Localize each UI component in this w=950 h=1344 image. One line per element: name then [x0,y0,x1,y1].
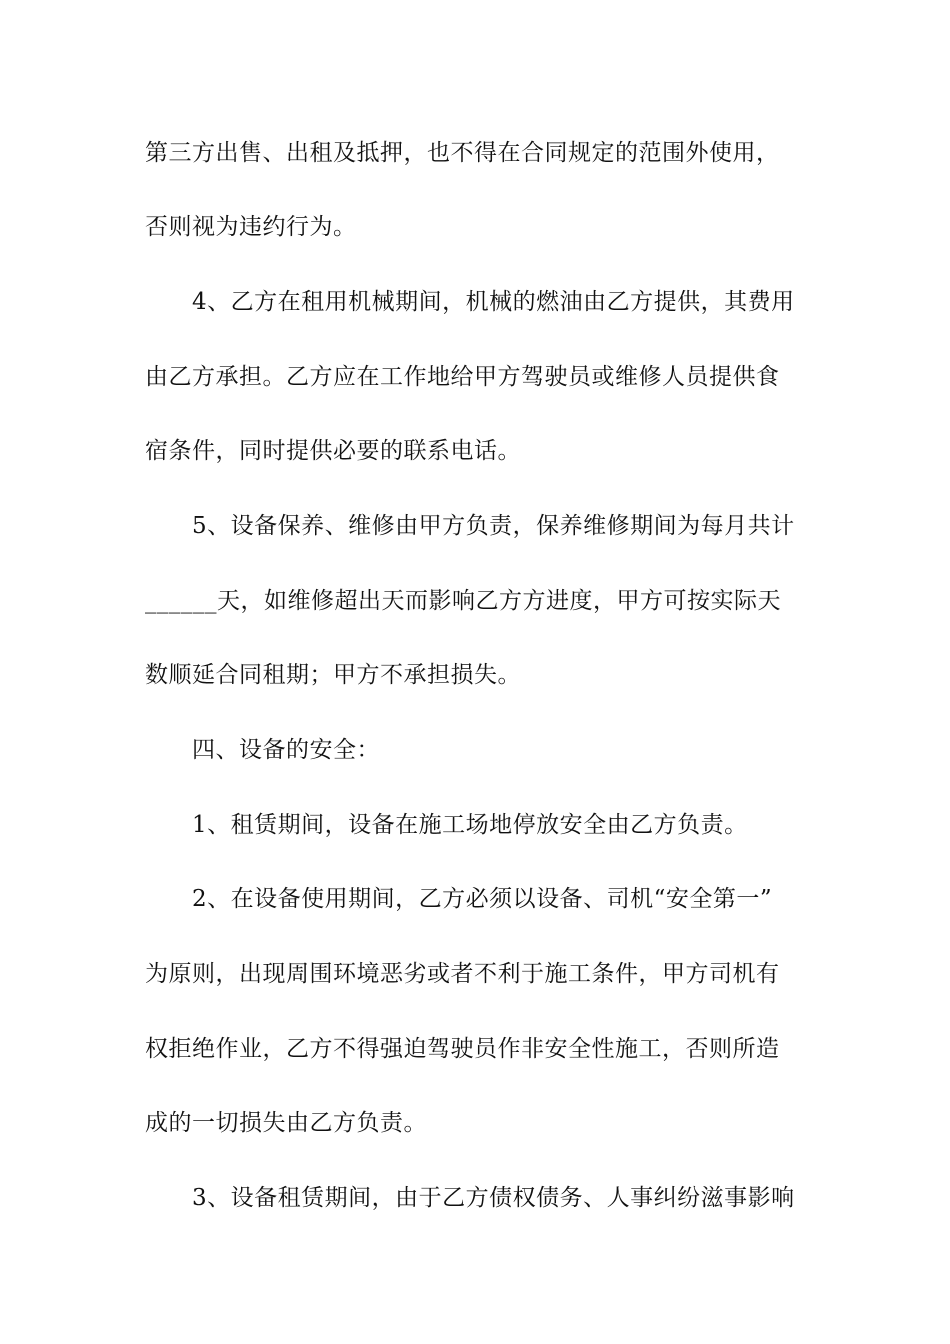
text-line: 数顺延合同租期；甲方不承担损失。 [145,662,521,688]
text-line: 为原则，出现周围环境恶劣或者不利于施工条件，甲方司机有 [145,961,780,987]
text-line: ______天，如维修超出天而影响乙方方进度，甲方可按实际天 [145,588,781,614]
text-line: 权拒绝作业，乙方不得强迫驾驶员作非安全性施工，否则所造 [145,1036,780,1062]
paragraph-line: 4、乙方在租用机械期间，机械的燃油由乙方提供，其费用 [192,289,795,315]
text-line: 宿条件，同时提供必要的联系电话。 [145,438,521,464]
text-line: 由乙方承担。乙方应在工作地给甲方驾驶员或维修人员提供食 [145,364,780,390]
paragraph-line: 5、设备保养、维修由甲方负责，保养维修期间为每月共计 [192,513,795,539]
section-heading: 四、设备的安全： [192,737,380,763]
text-line: 否则视为违约行为。 [145,214,357,240]
paragraph-line: 3、设备租赁期间，由于乙方债权债务、人事纠纷滋事影响 [192,1185,795,1211]
text-line: 成的一切损失由乙方负责。 [145,1110,427,1136]
text-line: 第三方出售、出租及抵押，也不得在合同规定的范围外使用， [145,140,780,166]
paragraph-line: 2、在设备使用期间，乙方必须以设备、司机“安全第一” [192,886,773,912]
paragraph-line: 1、租赁期间，设备在施工场地停放安全由乙方负责。 [192,812,748,838]
